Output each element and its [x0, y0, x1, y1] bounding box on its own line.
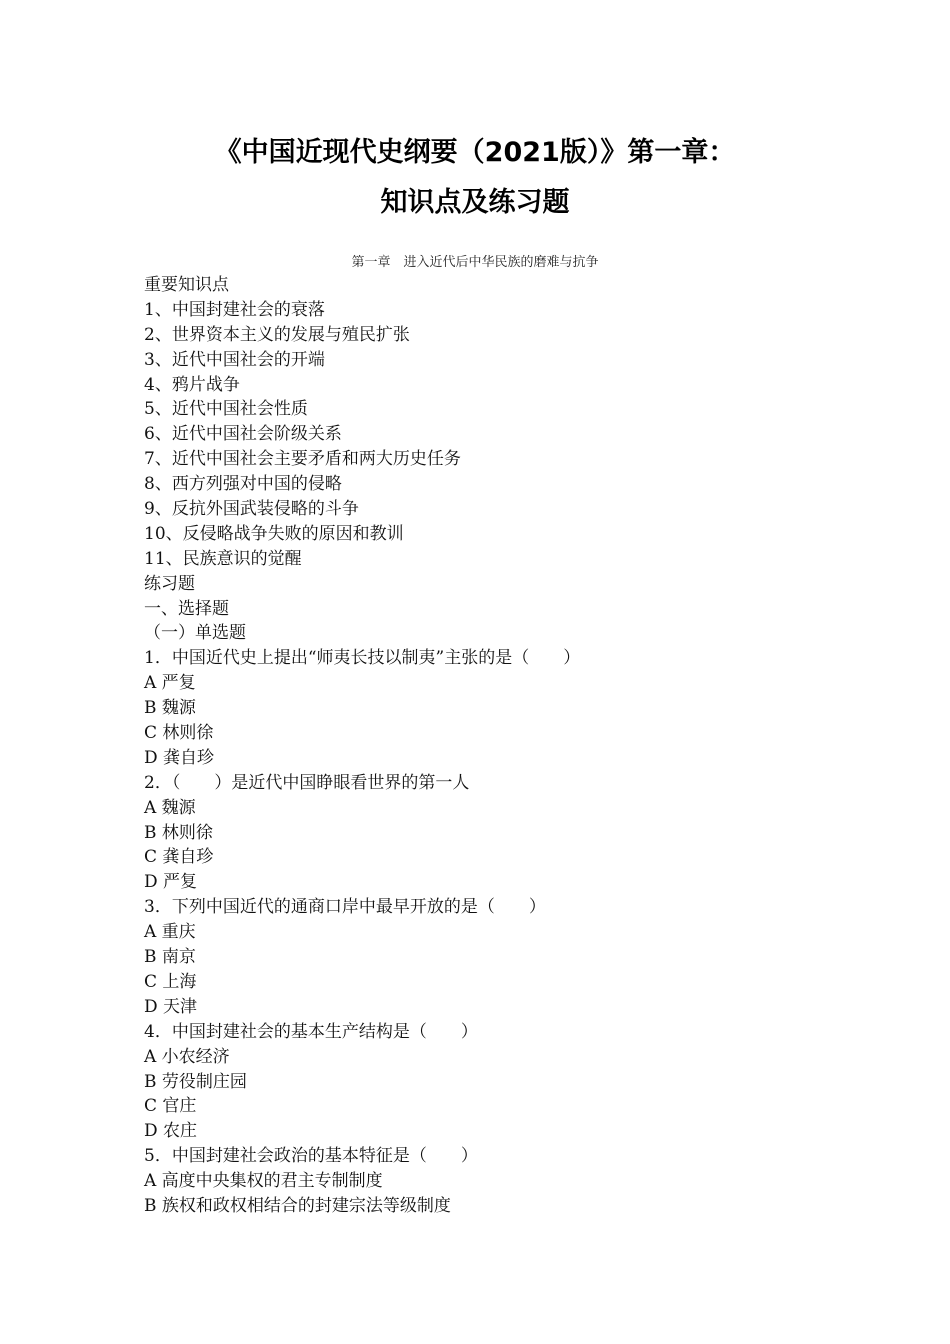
text-line: 6、近代中国社会阶级关系	[144, 424, 342, 445]
text-line: （一）单选题	[144, 623, 246, 644]
text-line: 3．下列中国近代的通商口岸中最早开放的是（ ）	[144, 897, 546, 918]
text-line: A 魏源	[144, 797, 196, 818]
text-line: A 严复	[144, 673, 196, 694]
text-line: 4、鸦片战争	[144, 374, 240, 395]
text-line: 5．中国封建社会政治的基本特征是（ ）	[144, 1146, 478, 1167]
title-line-2: 知识点及练习题	[380, 187, 570, 218]
text-line: 2、世界资本主义的发展与殖民扩张	[144, 324, 410, 345]
text-line: 1．中国近代史上提出“师夷长技以制夷”主张的是（ ）	[144, 648, 581, 669]
text-line: B 劳役制庄园	[144, 1071, 247, 1092]
text-line: B 林则徐	[144, 822, 213, 843]
text-line: C 龚自珍	[144, 847, 214, 868]
text-line: 8、西方列强对中国的侵略	[144, 474, 342, 495]
text-line: 3、近代中国社会的开端	[144, 349, 325, 370]
text-line: 练习题	[144, 573, 195, 594]
text-line: 1、中国封建社会的衰落	[144, 299, 325, 320]
text-line: C 官庄	[144, 1096, 197, 1117]
chapter-heading: 第一章 进入近代后中华民族的磨难与抗争	[351, 255, 599, 270]
text-line: D 严复	[144, 872, 198, 893]
text-line: D 龚自珍	[144, 747, 215, 768]
document-body	[144, 273, 844, 1219]
text-line: A 重庆	[144, 922, 196, 943]
text-line: 7、近代中国社会主要矛盾和两大历史任务	[144, 449, 461, 470]
text-line: B 南京	[144, 947, 196, 968]
title-line-1: 《中国近现代史纲要（2021版）》第一章：	[214, 137, 736, 168]
text-line: 9、反抗外国武装侵略的斗争	[144, 499, 359, 520]
text-line: 2．（ ）是近代中国睁眼看世界的第一人	[144, 772, 470, 793]
text-line: 4．中国封建社会的基本生产结构是（ ）	[144, 1021, 478, 1042]
text-line: 10、反侵略战争失败的原因和教训	[144, 523, 404, 544]
text-line: D 农庄	[144, 1121, 198, 1142]
text-line: A 小农经济	[144, 1046, 230, 1067]
text-line: B 魏源	[144, 698, 196, 719]
text-line: 一、选择题	[144, 598, 229, 619]
text-line: D 天津	[144, 996, 198, 1017]
text-line: 11、民族意识的觉醒	[144, 548, 302, 569]
text-line: C 上海	[144, 971, 197, 992]
text-line: 重要知识点	[144, 275, 229, 295]
text-line: B 族权和政权相结合的封建宗法等级制度	[144, 1195, 451, 1216]
text-line: 5、近代中国社会性质	[144, 399, 308, 420]
text-line: A 高度中央集权的君主专制制度	[144, 1171, 383, 1192]
text-line: C 林则徐	[144, 723, 214, 744]
document-title	[0, 128, 950, 228]
